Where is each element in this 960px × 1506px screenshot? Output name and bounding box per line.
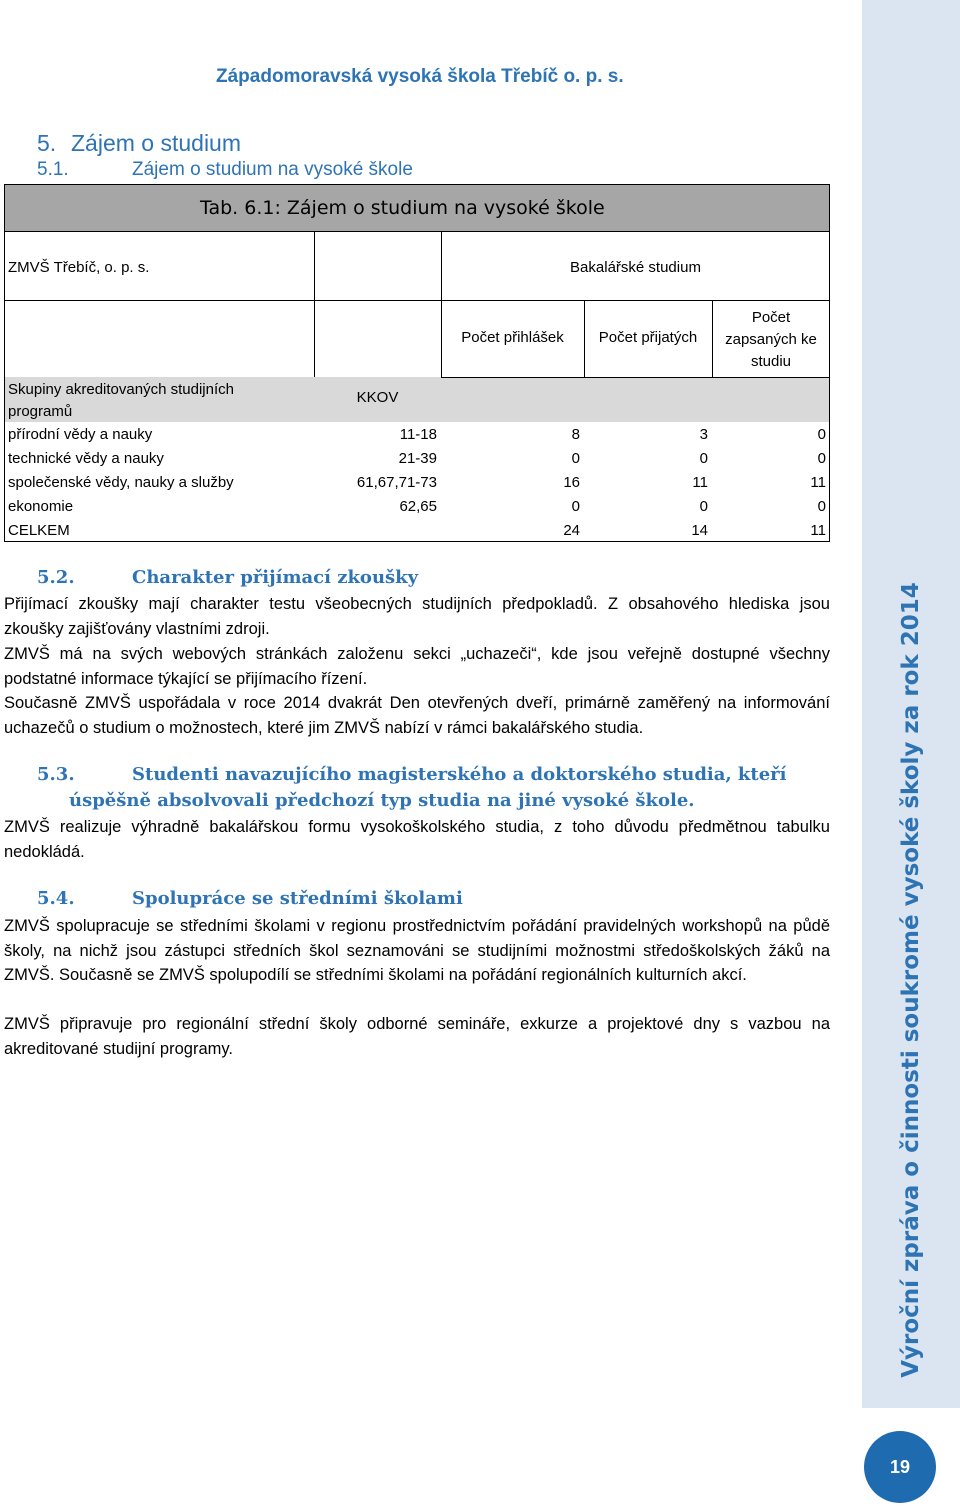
col-kkov: KKOV xyxy=(356,389,399,406)
table-divider xyxy=(314,232,315,377)
row-header-line-2: programů xyxy=(8,403,73,420)
row-admitted: 0 xyxy=(699,498,708,515)
heading-5-3-text-1: Studenti navazujícího magisterského a doktorského studia, kteří xyxy=(132,764,787,785)
row-applications: 24 xyxy=(563,522,580,539)
heading-5-4 xyxy=(37,888,463,909)
row-name: přírodní vědy a nauky xyxy=(8,426,153,443)
col-enrolled xyxy=(712,307,830,373)
heading-5-1 xyxy=(37,159,413,181)
row-header-line-1: Skupiny akreditovaných studijních xyxy=(8,381,234,398)
row-kkov: 62,65 xyxy=(399,498,437,515)
heading-5-2-text: Charakter přijímací zkoušky xyxy=(132,567,419,588)
table-divider xyxy=(441,377,830,378)
table-border-bottom xyxy=(4,541,830,542)
row-kkov: 61,67,71-73 xyxy=(356,474,437,491)
row-kkov: 11-18 xyxy=(399,426,437,443)
row-enrolled: 11 xyxy=(810,522,826,539)
row-applications: 16 xyxy=(563,474,580,491)
row-applications: 0 xyxy=(571,498,580,515)
row-header xyxy=(8,379,234,423)
page-number: 19 xyxy=(864,1431,936,1503)
heading-5-2-number: 5.2. xyxy=(37,567,75,588)
heading-5 xyxy=(37,130,241,157)
s52-paragraph-1: Přijímací zkoušky mají charakter testu všeobecných studijních předpokladů. Z obsahového hlediska jsou zkoušky zajišťovány vlastními zdroji. xyxy=(4,595,830,638)
s52-paragraph-2: ZMVŠ má na svých webových stránkách založenu sekci „uchazeči“, kde jsou veřejně dostupné všechny podstatné informace týkající se přijímacího řízení. xyxy=(4,645,830,688)
heading-5-1-text: Zájem o studium na vysoké škole xyxy=(132,159,413,180)
row-name: technické vědy a nauky xyxy=(8,450,164,467)
row-name: společenské vědy, nauky a služby xyxy=(8,474,234,491)
heading-5-2 xyxy=(37,567,418,588)
table-border-right xyxy=(829,232,830,542)
group-header: Bakalářské studium xyxy=(570,259,701,276)
s54-paragraph-1: ZMVŠ spolupracuje se středními školami v regionu prostřednictvím pořádání pravidelných workshopů na půdě školy, na nichž jsou zástupci středních škol seznamováni se studijními možnostmi středoškolských žáků na ZMVŠ. Současně se ZMVŠ spolupodílí se středními školami na pořádání regionálních kulturních akcí. xyxy=(4,917,830,985)
table-caption xyxy=(4,184,830,232)
row-admitted: 0 xyxy=(699,450,708,467)
row-enrolled: 0 xyxy=(817,498,826,515)
row-kkov: 21-39 xyxy=(398,450,437,467)
col-applications: Počet přihlášek xyxy=(461,329,564,346)
s52-paragraph-3: Současně ZMVŠ uspořádala v roce 2014 dvakrát Den otevřených dveří, primárně zaměřený na informování uchazečů o studium o možnostech, které jim ZMVŠ nabízí v rámci bakalářského studia. xyxy=(4,694,830,737)
heading-5-3 xyxy=(37,764,787,785)
row-admitted: 3 xyxy=(699,426,708,443)
row-name: ekonomie xyxy=(8,498,74,515)
heading-5-4-number: 5.4. xyxy=(37,888,75,909)
table-caption-text: Tab. 6.1: Zájem o studium na vysoké škole xyxy=(200,197,605,219)
row-enrolled: 11 xyxy=(810,474,826,491)
row-name: CELKEM xyxy=(8,522,70,539)
heading-5-3-line-2: úspěšně absolvovali předchozí typ studia na jiné vysoké škole. xyxy=(69,790,695,811)
sidebar-title: Výroční zpráva o činnosti soukromé vysoké školy za rok 2014 xyxy=(898,582,924,1378)
heading-5-1-number: 5.1. xyxy=(37,159,69,180)
s54-paragraph-2: ZMVŠ připravuje pro regionální střední školy odborné semináře, exkurze a projektové dny s vazbou na akreditované studijní programy. xyxy=(4,1015,830,1058)
col-enrolled-line-2: zapsaných ke xyxy=(725,331,817,348)
row-enrolled: 0 xyxy=(817,450,826,467)
row-enrolled: 0 xyxy=(817,426,826,443)
row-applications: 8 xyxy=(571,426,580,443)
row-applications: 0 xyxy=(571,450,580,467)
table-divider xyxy=(712,300,713,377)
table-border-left xyxy=(4,232,5,542)
s53-paragraph-1: ZMVŠ realizuje výhradně bakalářskou formu vysokoškolského studia, z toho důvodu předmětnou tabulku nedokládá. xyxy=(4,818,830,861)
table-divider xyxy=(584,300,585,377)
heading-5-4-text: Spolupráce se středními školami xyxy=(132,888,463,909)
heading-5-3-number: 5.3. xyxy=(37,764,75,785)
row-admitted: 14 xyxy=(691,522,708,539)
row-admitted: 11 xyxy=(692,474,708,491)
heading-5-number: 5. xyxy=(37,130,57,156)
institution-header: Západomoravská vysoká škola Třebíč o. p. s. xyxy=(216,66,624,87)
table-divider xyxy=(4,300,830,301)
school-name: ZMVŠ Třebíč, o. p. s. xyxy=(8,259,150,276)
col-enrolled-line-1: Počet xyxy=(751,309,791,326)
table-divider xyxy=(441,232,442,377)
col-enrolled-line-3: studiu xyxy=(750,353,792,370)
col-admitted: Počet přijatých xyxy=(598,329,698,346)
heading-5-text: Zájem o studium xyxy=(71,130,242,156)
